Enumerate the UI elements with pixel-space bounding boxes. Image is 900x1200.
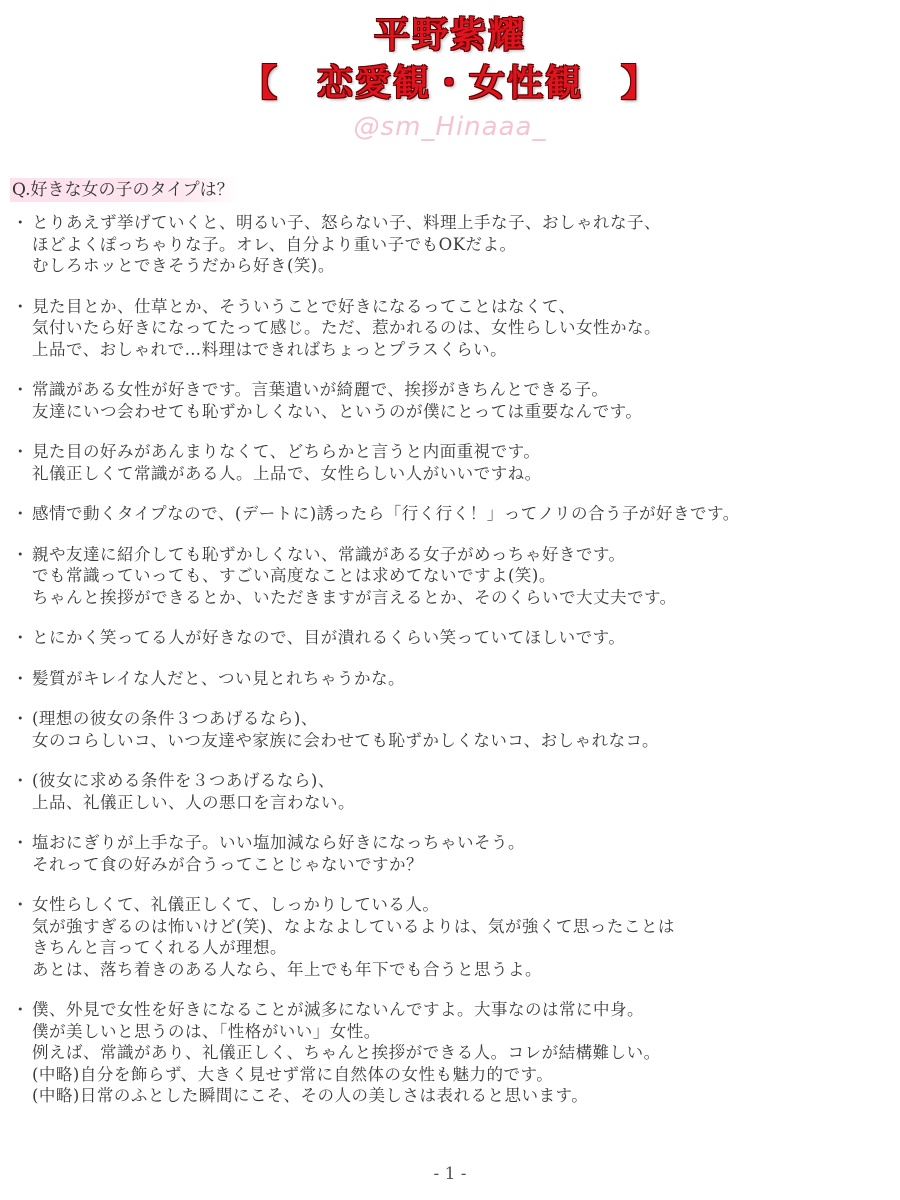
bullet-mark: ・ — [12, 442, 29, 461]
question-heading: Q.好きな女の子のタイプは？ — [10, 178, 240, 202]
page-subtitle: 【 恋愛観・女性観 】 — [240, 62, 659, 104]
answer-item — [12, 212, 892, 277]
bullet-mark: ・ — [12, 380, 29, 399]
bullet-mark: ・ — [12, 895, 29, 914]
page-number: - 1 - — [433, 1164, 467, 1184]
answer-line: 礼儀正しくて常識がある人。上品で、女性らしい人がいいですね。 — [32, 463, 542, 483]
bullet-mark: ・ — [12, 544, 29, 564]
page-header — [0, 12, 900, 142]
answer-line: 女性らしくて、礼儀正しくて、しっかりしている人。 — [32, 895, 440, 914]
answer-line: 髪質がキレイな人だと、つい見とれちゃうかな。 — [32, 668, 406, 688]
answer-item — [12, 296, 892, 361]
answer-line: むしろホッとできそうだから好き(笑)。 — [32, 256, 335, 275]
answer-line: 感情で動くタイプなので、(デートに)誘ったら「行く行く！」ってノリの合う子が好きです。 — [32, 504, 740, 523]
answer-line: 上品で、おしゃれで…料理はできればちょっとプラスくらい。 — [32, 339, 508, 359]
answer-line: 気が強すぎるのは怖いけど(笑)、なよなよしているよりは、気が強くて思ったことは — [32, 916, 675, 936]
bullet-mark: ・ — [12, 668, 29, 688]
answer-line: (中略)自分を飾らず、大きく見せず常に自然体の女性も魅力的です。 — [32, 1064, 554, 1084]
answer-item — [12, 441, 892, 484]
bullet-mark: ・ — [12, 504, 29, 523]
answer-item — [12, 668, 892, 690]
answer-line: 僕が美しいと思うのは、「性格がいい」女性。 — [32, 1021, 381, 1041]
answer-line: 女のコらしいコ、いつ友達や家族に会わせても恥ずかしくないコ、おしゃれなコ。 — [32, 730, 660, 750]
answer-item — [12, 894, 892, 980]
answer-item — [12, 770, 892, 813]
answer-line: 僕、外見で女性を好きになることが滅多にないんですよ。大事なのは常に中身。 — [32, 1000, 644, 1019]
bullet-mark: ・ — [12, 771, 29, 790]
answer-line: 塩おにぎりが上手な子。いい塩加減なら好きになっちゃいそう。 — [32, 833, 525, 852]
answer-item — [12, 379, 892, 422]
answer-list — [12, 212, 892, 1126]
answer-line: 友達にいつ会わせても恥ずかしくない、というのが僕にとっては重要なんです。 — [32, 401, 643, 421]
answer-item — [12, 503, 892, 525]
answer-line: あとは、落ち着きのある人なら、年上でも年下でも合うと思うよ。 — [32, 959, 542, 979]
answer-line: 常識がある女性が好きです。言葉遣いが綺麗で、挨拶がきちんとできる子。 — [32, 380, 609, 399]
answer-line: 上品、礼儀正しい、人の悪口を言わない。 — [32, 792, 355, 812]
answer-line: ちゃんと挨拶ができるとか、いただきますが言えるとか、そのくらいで大丈夫です。 — [32, 587, 677, 607]
answer-line: 見た目の好みがあんまりなくて、どちらかと言うと内面重視です。 — [32, 442, 541, 461]
watermark-handle: @sm_Hinaaa_ — [353, 112, 547, 142]
answer-item — [12, 999, 892, 1107]
answer-line: 見た目とか、仕草とか、そういうことで好きになるってことはなくて、 — [32, 296, 576, 316]
bullet-mark: ・ — [12, 628, 29, 647]
answer-line: それって食の好みが合うってことじゃないですか？ — [32, 854, 423, 874]
bullet-mark: ・ — [12, 1000, 29, 1019]
bullet-mark: ・ — [12, 296, 29, 316]
answer-line: (理想の彼女の条件３つあげるなら)、 — [32, 709, 318, 728]
answer-line: でも常識っていっても、すごい高度なことは求めてないですよ(笑)。 — [32, 566, 556, 585]
answer-line: 親や友達に紹介しても恥ずかしくない、常識がある女子がめっちゃ好きです。 — [32, 544, 626, 564]
answer-line: とにかく笑ってる人が好きなので、目が潰れるくらい笑っていてほしいです。 — [32, 628, 626, 647]
answer-line: 例えば、常識があり、礼儀正しく、ちゃんと挨拶ができる人。コレが結構難しい。 — [32, 1043, 661, 1062]
answer-line: (中略)日常のふとした瞬間にこそ、その人の美しさは表れると思います。 — [32, 1086, 589, 1105]
bullet-mark: ・ — [12, 213, 29, 232]
answer-line: ほどよくぽっちゃりな子。オレ、自分より重い子でもOKだよ。 — [32, 234, 517, 254]
answer-item — [12, 544, 892, 609]
answer-item — [12, 832, 892, 875]
answer-line: 気付いたら好きになってたって感じ。ただ、惹かれるのは、女性らしい女性かな。 — [32, 318, 661, 337]
bullet-mark: ・ — [12, 833, 29, 852]
answer-line: とりあえず挙げていくと、明るい子、怒らない子、料理上手な子、おしゃれな子、 — [32, 213, 661, 232]
page-title: 平野紫耀 — [373, 14, 526, 56]
answer-line: (彼女に求める条件を３つあげるなら)、 — [32, 771, 335, 790]
answer-line: きちんと言ってくれる人が理想。 — [32, 938, 287, 957]
answer-item — [12, 627, 892, 649]
bullet-mark: ・ — [12, 709, 29, 728]
answer-item — [12, 708, 892, 751]
